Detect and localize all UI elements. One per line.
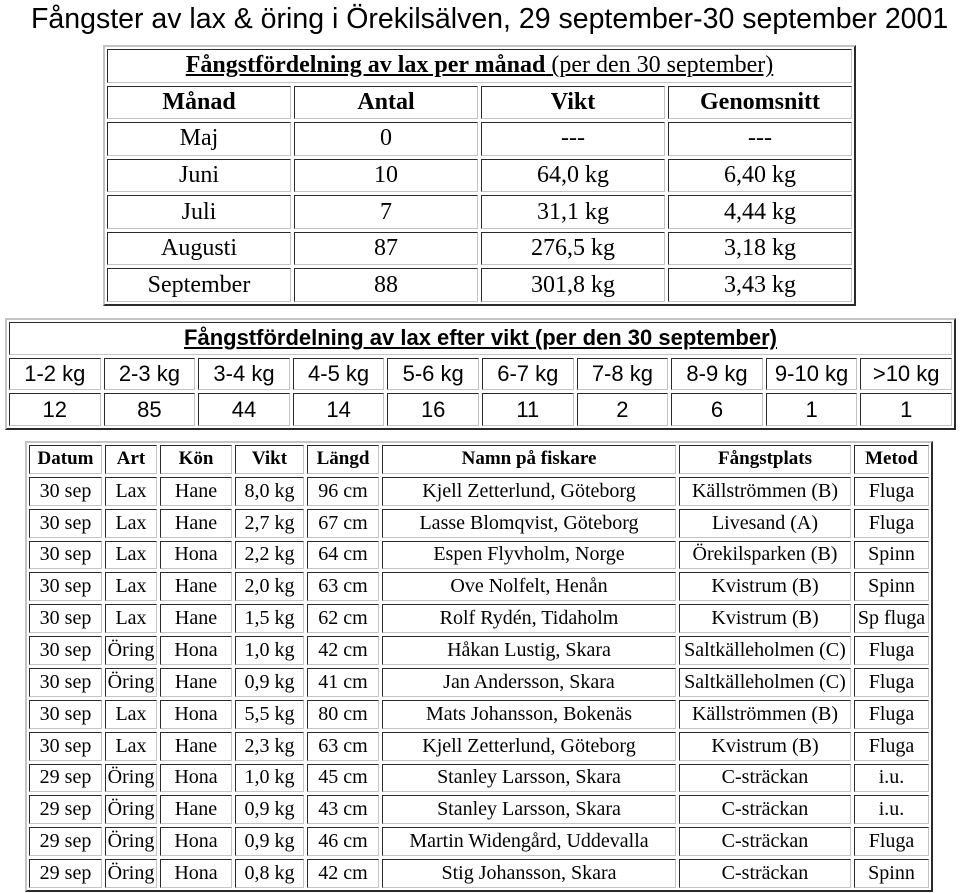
cell-month: Juli bbox=[107, 195, 291, 229]
cell-method: i.u. bbox=[854, 764, 929, 793]
cell-location: C-sträckan bbox=[679, 795, 851, 824]
cell-species: Lax bbox=[105, 732, 157, 761]
weight-count: 12 bbox=[9, 393, 101, 426]
weight-caption-note: (per den 30 september) bbox=[534, 325, 777, 351]
cell-location: Källströmmen (B) bbox=[679, 477, 851, 506]
cell-average: 3,43 kg bbox=[668, 268, 852, 302]
cell-angler: Stanley Larsson, Skara bbox=[382, 764, 676, 793]
cell-method: i.u. bbox=[854, 795, 929, 824]
cell-method: Fluga bbox=[854, 827, 929, 856]
weight-count: 1 bbox=[766, 393, 858, 426]
weight-class: 8-9 kg bbox=[671, 358, 763, 391]
cell-method: Fluga bbox=[854, 636, 929, 665]
monthly-caption-main: Fångstfördelning av lax per månad bbox=[185, 52, 546, 79]
cell-angler: Stanley Larsson, Skara bbox=[382, 795, 676, 824]
column-header-method: Metod bbox=[854, 445, 929, 474]
weight-class: 9-10 kg bbox=[766, 358, 858, 391]
cell-count: 0 bbox=[294, 122, 478, 156]
cell-average: 4,44 kg bbox=[668, 195, 852, 229]
cell-location: C-sträckan bbox=[679, 859, 851, 888]
cell-length: 64 cm bbox=[307, 541, 379, 570]
weight-class: 5-6 kg bbox=[387, 358, 479, 391]
cell-method: Fluga bbox=[854, 732, 929, 761]
cell-species: Öring bbox=[105, 827, 157, 856]
column-header-weight: Vikt bbox=[481, 86, 665, 120]
cell-sex: Hane bbox=[160, 732, 232, 761]
cell-sex: Hane bbox=[160, 604, 232, 633]
cell-length: 62 cm bbox=[307, 604, 379, 633]
cell-weight: 1,5 kg bbox=[235, 604, 304, 633]
cell-species: Öring bbox=[105, 636, 157, 665]
column-header-date: Datum bbox=[29, 445, 102, 474]
column-header-angler: Namn på fiskare bbox=[382, 445, 676, 474]
cell-length: 63 cm bbox=[307, 572, 379, 601]
cell-date: 29 sep bbox=[29, 859, 102, 888]
cell-angler: Kjell Zetterlund, Göteborg bbox=[382, 477, 676, 506]
cell-average: --- bbox=[668, 122, 852, 156]
cell-weight: 5,5 kg bbox=[235, 700, 304, 729]
catch-list-table bbox=[25, 441, 933, 892]
cell-species: Öring bbox=[105, 859, 157, 888]
cell-month: Juni bbox=[107, 159, 291, 193]
cell-length: 63 cm bbox=[307, 732, 379, 761]
cell-length: 80 cm bbox=[307, 700, 379, 729]
cell-angler: Ove Nolfelt, Henån bbox=[382, 572, 676, 601]
cell-species: Lax bbox=[105, 700, 157, 729]
cell-sex: Hona bbox=[160, 636, 232, 665]
column-header-species: Art bbox=[105, 445, 157, 474]
cell-count: 7 bbox=[294, 195, 478, 229]
monthly-caption-note: (per den 30 september) bbox=[551, 52, 774, 79]
cell-date: 29 sep bbox=[29, 795, 102, 824]
cell-weight: 301,8 kg bbox=[481, 268, 665, 302]
cell-average: 3,18 kg bbox=[668, 232, 852, 266]
cell-date: 30 sep bbox=[29, 509, 102, 538]
cell-month: September bbox=[107, 268, 291, 302]
cell-date: 30 sep bbox=[29, 541, 102, 570]
cell-date: 30 sep bbox=[29, 668, 102, 697]
cell-count: 88 bbox=[294, 268, 478, 302]
cell-species: Lax bbox=[105, 604, 157, 633]
cell-date: 29 sep bbox=[29, 827, 102, 856]
cell-sex: Hona bbox=[160, 700, 232, 729]
weight-class: 7-8 kg bbox=[577, 358, 669, 391]
cell-weight: 0,9 kg bbox=[235, 668, 304, 697]
weight-count: 2 bbox=[577, 393, 669, 426]
weight-caption-main: Fångstfördelning av lax efter vikt bbox=[184, 325, 529, 351]
weight-count: 85 bbox=[104, 393, 196, 426]
weight-class: 1-2 kg bbox=[9, 358, 101, 391]
cell-location: Kvistrum (B) bbox=[679, 732, 851, 761]
column-header-month: Månad bbox=[107, 86, 291, 120]
cell-length: 96 cm bbox=[307, 477, 379, 506]
cell-weight: 0,8 kg bbox=[235, 859, 304, 888]
cell-angler: Jan Andersson, Skara bbox=[382, 668, 676, 697]
cell-method: Fluga bbox=[854, 700, 929, 729]
cell-sex: Hane bbox=[160, 795, 232, 824]
cell-method: Fluga bbox=[854, 668, 929, 697]
cell-sex: Hona bbox=[160, 541, 232, 570]
weight-count: 16 bbox=[387, 393, 479, 426]
weight-class: >10 kg bbox=[860, 358, 952, 391]
weight-table-caption bbox=[9, 322, 952, 355]
cell-species: Lax bbox=[105, 509, 157, 538]
cell-weight: 2,3 kg bbox=[235, 732, 304, 761]
weight-class: 2-3 kg bbox=[104, 358, 196, 391]
cell-date: 30 sep bbox=[29, 572, 102, 601]
cell-date: 30 sep bbox=[29, 604, 102, 633]
cell-weight: 2,0 kg bbox=[235, 572, 304, 601]
weight-class: 4-5 kg bbox=[293, 358, 385, 391]
cell-count: 10 bbox=[294, 159, 478, 193]
cell-location: Kvistrum (B) bbox=[679, 604, 851, 633]
cell-length: 46 cm bbox=[307, 827, 379, 856]
cell-count: 87 bbox=[294, 232, 478, 266]
cell-location: C-sträckan bbox=[679, 764, 851, 793]
cell-sex: Hona bbox=[160, 859, 232, 888]
cell-length: 41 cm bbox=[307, 668, 379, 697]
column-header-sex: Kön bbox=[160, 445, 232, 474]
cell-angler: Stig Johansson, Skara bbox=[382, 859, 676, 888]
cell-weight: 1,0 kg bbox=[235, 764, 304, 793]
cell-sex: Hane bbox=[160, 509, 232, 538]
weight-distribution-table bbox=[5, 318, 956, 430]
cell-location: Örekilsparken (B) bbox=[679, 541, 851, 570]
cell-month: Augusti bbox=[107, 232, 291, 266]
cell-method: Spinn bbox=[854, 859, 929, 888]
weight-class: 6-7 kg bbox=[482, 358, 574, 391]
monthly-table-caption bbox=[107, 49, 852, 83]
weight-caption-text bbox=[184, 325, 777, 351]
cell-species: Lax bbox=[105, 477, 157, 506]
cell-length: 67 cm bbox=[307, 509, 379, 538]
cell-angler: Martin Widengård, Uddevalla bbox=[382, 827, 676, 856]
cell-location: Saltkälleholmen (C) bbox=[679, 668, 851, 697]
cell-species: Öring bbox=[105, 764, 157, 793]
cell-angler: Mats Johansson, Bokenäs bbox=[382, 700, 676, 729]
column-header-count: Antal bbox=[294, 86, 478, 120]
cell-weight: 0,9 kg bbox=[235, 795, 304, 824]
cell-species: Öring bbox=[105, 795, 157, 824]
cell-length: 42 cm bbox=[307, 859, 379, 888]
cell-average: 6,40 kg bbox=[668, 159, 852, 193]
cell-location: Kvistrum (B) bbox=[679, 572, 851, 601]
cell-length: 45 cm bbox=[307, 764, 379, 793]
cell-date: 30 sep bbox=[29, 700, 102, 729]
monthly-catch-table bbox=[103, 45, 856, 306]
weight-count: 6 bbox=[671, 393, 763, 426]
cell-sex: Hane bbox=[160, 477, 232, 506]
cell-date: 30 sep bbox=[29, 477, 102, 506]
cell-sex: Hane bbox=[160, 572, 232, 601]
cell-sex: Hona bbox=[160, 827, 232, 856]
page-title: Fångster av lax & öring i Örekilsälven, 29 september-30 september 2001 bbox=[31, 3, 949, 35]
cell-location: C-sträckan bbox=[679, 827, 851, 856]
monthly-caption-text bbox=[186, 52, 774, 79]
cell-sex: Hane bbox=[160, 668, 232, 697]
cell-weight: 64,0 kg bbox=[481, 159, 665, 193]
column-header-weight: Vikt bbox=[235, 445, 304, 474]
weight-count: 44 bbox=[198, 393, 290, 426]
cell-weight: --- bbox=[481, 122, 665, 156]
cell-location: Saltkälleholmen (C) bbox=[679, 636, 851, 665]
cell-method: Fluga bbox=[854, 477, 929, 506]
cell-method: Spinn bbox=[854, 541, 929, 570]
cell-location: Källströmmen (B) bbox=[679, 700, 851, 729]
cell-date: 29 sep bbox=[29, 764, 102, 793]
cell-angler: Rolf Rydén, Tidaholm bbox=[382, 604, 676, 633]
cell-weight: 276,5 kg bbox=[481, 232, 665, 266]
cell-angler: Espen Flyvholm, Norge bbox=[382, 541, 676, 570]
cell-length: 42 cm bbox=[307, 636, 379, 665]
cell-angler: Kjell Zetterlund, Göteborg bbox=[382, 732, 676, 761]
weight-count: 1 bbox=[860, 393, 952, 426]
cell-date: 30 sep bbox=[29, 732, 102, 761]
cell-angler: Lasse Blomqvist, Göteborg bbox=[382, 509, 676, 538]
cell-location: Livesand (A) bbox=[679, 509, 851, 538]
cell-date: 30 sep bbox=[29, 636, 102, 665]
cell-angler: Håkan Lustig, Skara bbox=[382, 636, 676, 665]
cell-method: Fluga bbox=[854, 509, 929, 538]
cell-length: 43 cm bbox=[307, 795, 379, 824]
cell-species: Lax bbox=[105, 541, 157, 570]
cell-weight: 1,0 kg bbox=[235, 636, 304, 665]
cell-weight: 0,9 kg bbox=[235, 827, 304, 856]
cell-method: Spinn bbox=[854, 572, 929, 601]
cell-weight: 8,0 kg bbox=[235, 477, 304, 506]
weight-count: 14 bbox=[293, 393, 385, 426]
cell-month: Maj bbox=[107, 122, 291, 156]
cell-sex: Hona bbox=[160, 764, 232, 793]
cell-species: Lax bbox=[105, 572, 157, 601]
column-header-location: Fångstplats bbox=[679, 445, 851, 474]
cell-weight: 2,2 kg bbox=[235, 541, 304, 570]
cell-weight: 2,7 kg bbox=[235, 509, 304, 538]
cell-species: Öring bbox=[105, 668, 157, 697]
column-header-length: Längd bbox=[307, 445, 379, 474]
column-header-average: Genomsnitt bbox=[668, 86, 852, 120]
weight-class: 3-4 kg bbox=[198, 358, 290, 391]
weight-count: 11 bbox=[482, 393, 574, 426]
cell-method: Sp fluga bbox=[854, 604, 929, 633]
cell-weight: 31,1 kg bbox=[481, 195, 665, 229]
